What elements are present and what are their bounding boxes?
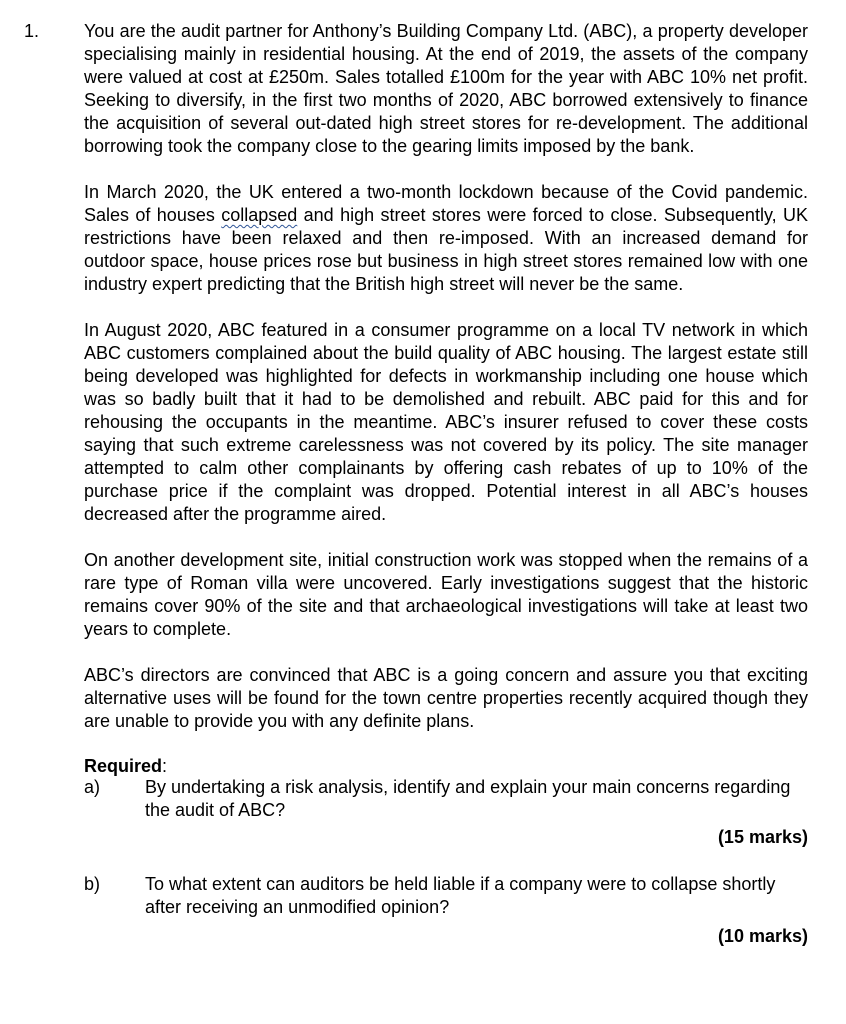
required-item-a-marks: (15 marks) <box>717 827 808 847</box>
required-heading-text: Required <box>84 756 163 776</box>
paragraph-5 <box>84 664 808 733</box>
paragraph-2-text-end: and high street stores were forced to close. Subsequently, UK restrictions have been relaxed and then re-imposed. With an increased demand for outdoor space, house prices rose but business in high street stores remained low with one industry expert predicting that the British high street will never be the same. <box>84 205 808 294</box>
spellcheck-flagged-word: collapsed <box>221 205 298 225</box>
paragraph-3-text: In August 2020, ABC featured in a consumer programme on a local TV network in which ABC customers complained about the build quality of ABC housing. The largest estate still being developed was highlighted for defects in workmanship including one house which was so badly built that it had to be demolished and rebuilt. ABC paid for this and for rehousing the occupants in the meantime. ABC’s insurer refused to cover these costs saying that such extreme carelessness was not covered by its policy. The site manager attempted to calm other complainants by offering cash rebates of up to 10% of the purchase price if the complaint was dropped. Potential interest in all ABC’s houses decreased after the programme aired. <box>84 320 808 524</box>
paragraph-2 <box>84 181 808 296</box>
required-item-b-letter: b) <box>84 874 101 894</box>
paragraph-4 <box>84 549 808 641</box>
paragraph-4-text: On another development site, initial construction work was stopped when the remains of a rare type of Roman villa were uncovered. Early investigations suggest that the historic remains cover 90% of the site and that archaeological investigations will take at least two years to complete. <box>84 550 808 639</box>
required-item-b-text: To what extent can auditors be held liable if a company were to collapse shortly after receiving an unmodified opinion? <box>145 874 776 917</box>
question-body <box>84 20 808 948</box>
question-number: 1. <box>24 21 40 41</box>
required-item-a <box>84 776 808 822</box>
paragraph-5-text: ABC’s directors are convinced that ABC is a going concern and assure you that exciting alternative uses will be found for the town centre properties recently acquired though they are unable to provide you with any definite plans. <box>84 665 808 731</box>
required-item-b-marks: (10 marks) <box>717 926 808 946</box>
required-item-b <box>84 873 808 919</box>
required-item-a-letter: a) <box>84 777 101 797</box>
required-heading <box>84 756 808 776</box>
paragraph-3 <box>84 319 808 526</box>
required-item-a-text: By undertaking a risk analysis, identify and explain your main concerns regarding the audit of ABC? <box>145 777 791 820</box>
paragraph-2-text-start: In March 2020, the UK entered a two-month lockdown because of the Covid pandemic. Sales of houses <box>84 182 808 225</box>
required-heading-colon: : <box>162 756 168 776</box>
paragraph-1-text: You are the audit partner for Anthony’s Building Company Ltd. (ABC), a property developer specialising mainly in residential housing. At the end of 2019, the assets of the company were valued at cost at £250m. Sales totalled £100m for the year with ABC 10% net profit. Seeking to diversify, in the first two months of 2020, ABC borrowed extensively to finance the acquisition of several out-dated high street stores for re-development. The additional borrowing took the company close to the gearing limits imposed by the bank. <box>84 21 808 156</box>
paragraph-1 <box>84 20 808 158</box>
